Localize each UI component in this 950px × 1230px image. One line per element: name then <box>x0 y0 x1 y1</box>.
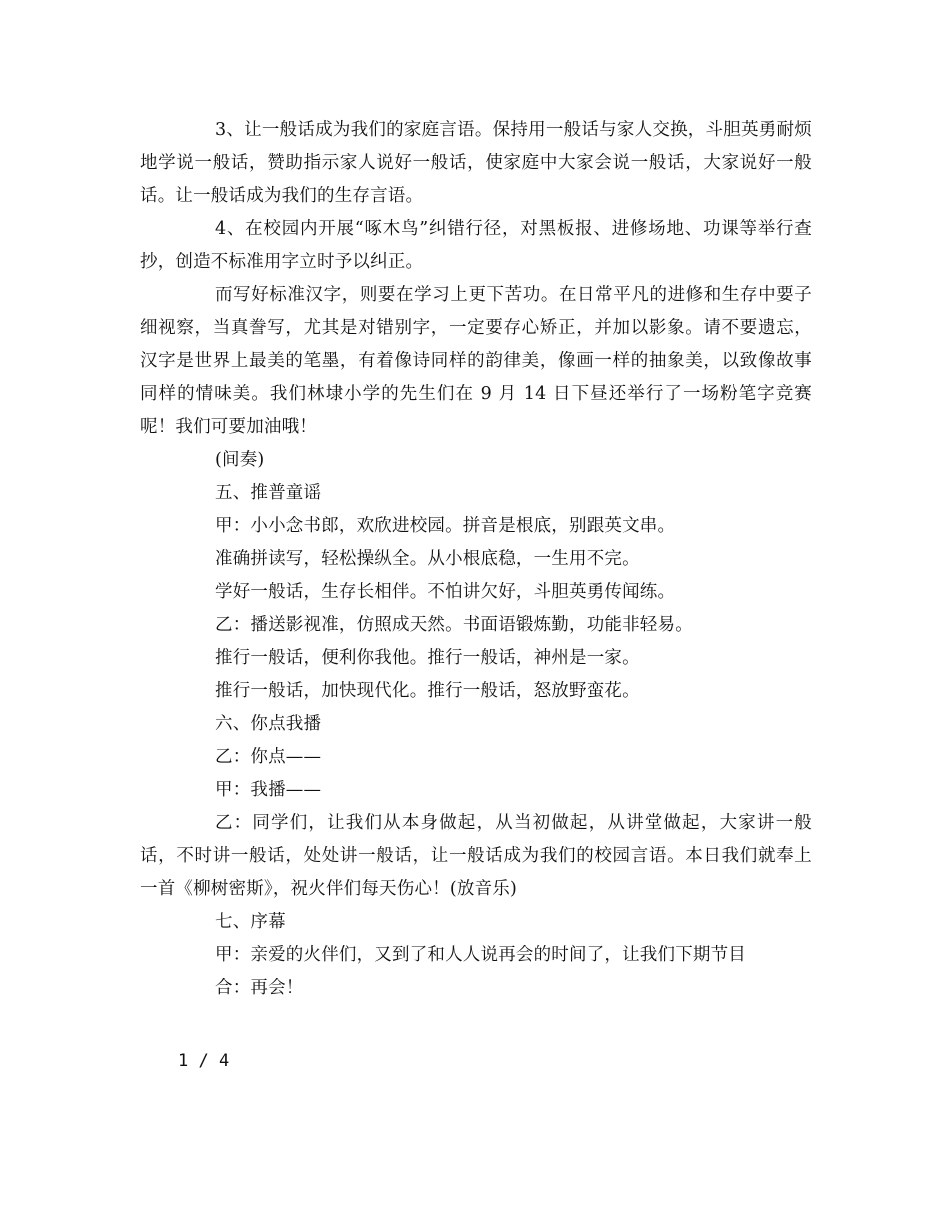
document-body <box>140 114 812 1005</box>
section-heading-nursery-rhyme: 五、推普童谣 <box>215 483 322 503</box>
rhyme-line: 推行一般话，加快现代化。推行一般话，怒放野蛮花。 <box>215 681 640 701</box>
rhyme-line: 推行一般话，便利你我他。推行一般话，神州是一家。 <box>215 648 640 668</box>
dialogue-paragraph: 乙：同学们，让我们从本身做起，从当初做起，从讲堂做起，大家讲一般话，不时讲一般话，处处讲一般话，让一般话成为我们的校园言语。本日我们就奉上一首《柳树密斯》，祝火伴们每天伤心！(放音乐) <box>140 813 812 899</box>
rhyme-line: 甲：小小念书郎，欢欣进校园。拼音是根底，别跟英文串。 <box>215 516 676 536</box>
dialogue-line: 合：再会！ <box>215 978 304 998</box>
section-heading-closing: 七、序幕 <box>215 912 286 932</box>
rhyme-line: 乙：播送影视准，仿照成天然。书面语锻炼勤，功能非轻易。 <box>215 615 693 635</box>
rhyme-line: 准确拼读写，轻松操纵全。从小根底稳，一生用不完。 <box>215 549 640 569</box>
rhyme-line: 学好一般话，生存长相伴。不怕讲欠好，斗胆英勇传闻练。 <box>215 582 676 602</box>
section-heading-request-show: 六、你点我播 <box>215 714 322 734</box>
page-number: 1 / 4 <box>178 1051 230 1071</box>
interlude-note: (间奏) <box>215 450 265 470</box>
paragraph-3-family-language: 3、让一般话成为我们的家庭言语。保持用一般话与家人交换，斗胆英勇耐烦地学说一般话，赞助指示家人说好一般话，使家庭中大家会说一般话，大家说好一般话。让一般话成为我们的生存言语。 <box>140 120 812 206</box>
dialogue-line: 甲：亲爱的火伴们，又到了和人人说再会的时间了，让我们下期节目 <box>215 945 746 965</box>
dialogue-line: 甲：我播—— <box>215 780 322 800</box>
dialogue-line: 乙：你点—— <box>215 747 322 767</box>
paragraph-standard-characters: 而写好标准汉字，则要在学习上更下苦功。在日常平凡的进修和生存中要子细视察，当真誊写，尤其是对错别字，一定要存心矫正，并加以影象。请不要遗忘，汉字是世界上最美的笔墨，有着像诗同样的韵律美，像画一样的抽象美，以致像故事同样的情味美。我们林埭小学的先生们在 9 月 14 日下昼还举行了一场粉笔字竞赛呢！我们可要加油哦！ <box>140 285 812 437</box>
paragraph-4-woodpecker-activity: 4、在校园内开展“啄木鸟”纠错行径，对黑板报、进修场地、功课等举行查抄，创造不标准用字立时予以纠正。 <box>140 219 812 272</box>
